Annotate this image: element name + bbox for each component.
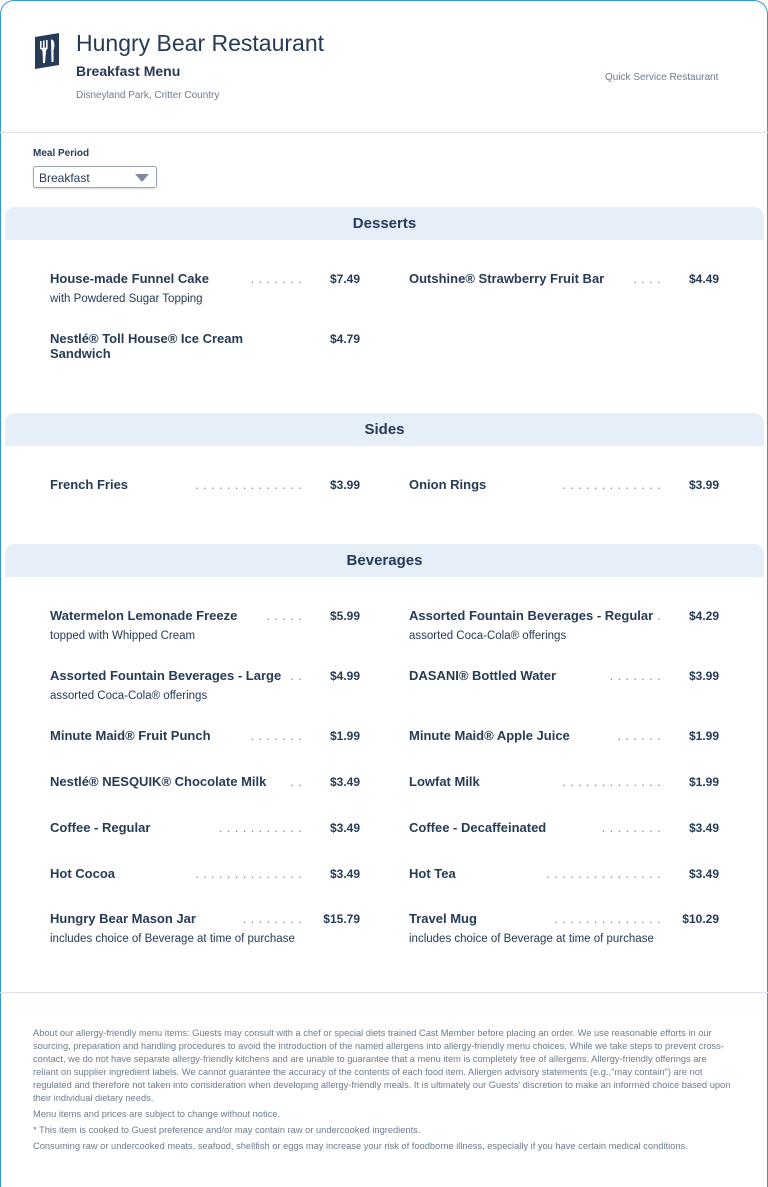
item-name: Hungry Bear Mason Jar [50,911,196,926]
item-price: $1.99 [688,729,719,743]
cooked-note: * This item is cooked to Guest preference and/or may contain raw or undercooked ingredients. [33,1125,421,1135]
item-price: $10.29 [682,912,719,926]
fork-knife-icon [33,33,61,69]
item-price: $3.49 [329,821,360,835]
restaurant-location: Disneyland Park, Critter Country [76,90,220,101]
item-price: $3.49 [329,867,360,881]
menu-item [50,331,360,361]
footer-divider [0,992,768,993]
dot-leader: ............... [546,866,665,881]
item-description: includes choice of Beverage at time of purchase [50,933,295,945]
item-price: $4.79 [329,332,360,346]
item-name: Nestlé® Toll House® Ice Cream Sandwich [50,331,244,361]
dot-leader: . [657,608,665,623]
dot-leader: ...... [617,728,665,743]
dot-leader: .............. [195,477,306,492]
raw-food-warning: Consuming raw or undercooked meats, seafood, shellfish or eggs may increase your risk of foodborne illness, especially if you have certain medical conditions. [33,1141,688,1151]
menu-item [409,774,719,792]
dot-leader: ............. [562,774,665,789]
item-price: $1.99 [688,775,719,789]
dot-leader: ....... [609,668,665,683]
menu-item [50,774,360,792]
dot-leader: ........ [601,820,665,835]
menu-item [50,477,360,495]
item-price: $3.49 [688,821,719,835]
menu-item [409,728,719,746]
dot-leader: ............. [562,477,665,492]
dot-leader: ....... [250,271,306,286]
meal-period-select[interactable] [33,166,157,188]
header-divider [0,132,768,133]
meal-period-label: Meal Period [33,148,90,159]
menu-item [50,866,360,884]
dot-leader: .. [290,668,306,683]
item-price: $4.49 [688,272,719,286]
item-name: Coffee - Decaffeinated [409,820,547,835]
item-name: Assorted Fountain Beverages - Large [50,668,282,683]
item-name: Watermelon Lemonade Freeze [50,608,238,623]
item-description: assorted Coca-Cola® offerings [50,690,208,702]
menu-item [50,668,360,702]
menu-item [409,271,719,289]
menu-item [50,271,360,305]
item-name: Travel Mug [409,911,477,926]
menu-item [50,911,360,945]
section-header-sides: Sides [5,413,764,446]
item-name: Nestlé® NESQUIK® Chocolate Milk [50,774,267,789]
section-header-desserts: Desserts [5,207,764,240]
menu-item [50,728,360,746]
item-name: Outshine® Strawberry Fruit Bar [409,271,605,286]
item-price: $3.49 [688,867,719,881]
menu-item [50,820,360,838]
item-price: $3.49 [329,775,360,789]
item-name: Hot Tea [409,866,456,881]
item-price: $3.99 [688,478,719,492]
item-price: $5.99 [329,609,360,623]
menu-item [409,477,719,495]
item-price: $4.29 [688,609,719,623]
item-description: topped with Whipped Cream [50,630,196,642]
item-name: Assorted Fountain Beverages - Regular [409,608,654,623]
item-name: Minute Maid® Fruit Punch [50,728,211,743]
dot-leader: .... [633,271,665,286]
price-change-notice: Menu items and prices are subject to change without notice. [33,1109,281,1119]
item-price: $15.79 [323,912,360,926]
item-price: $3.99 [688,669,719,683]
section-header-beverages: Beverages [5,544,764,577]
menu-item [409,911,719,945]
item-name: Onion Rings [409,477,487,492]
chevron-down-icon [135,174,149,182]
item-name: French Fries [50,477,129,492]
meal-period-value: Breakfast [39,171,90,185]
menu-item [409,608,719,642]
item-price: $1.99 [329,729,360,743]
menu-subtitle: Breakfast Menu [76,63,181,79]
allergy-notice: About our allergy-friendly menu items: Guests may consult with a chef or special diets trained Cast Member before placing an order. We use reasonable efforts in our sourcing, preparation and handling procedures to avoid the introduction of the named allergens into allergy-friendly menu choices. While we take steps to prevent cross-contact, we do not have separate allergy-friendly kitchens and are unable to guarantee that a menu item is completely free of allergens. Allergy-friendly offerings are reliant on supplier ingredient labels. We cannot guarantee the accuracy of the contents of each food item. Allergen advisory statements (e.g.,"may contain") are not regulated and therefore not taken into consideration when developing allergy-friendly meals. It is ultimately our Guests' discretion to make an informed choice based upon their individual dietary needs. [33,1028,731,1103]
item-description: includes choice of Beverage at time of purchase [409,933,654,945]
footer-disclaimer [33,1027,733,1156]
dot-leader: .............. [195,866,306,881]
item-name: Minute Maid® Apple Juice [409,728,570,743]
dot-leader: ........... [218,820,306,835]
item-description: with Powdered Sugar Topping [50,293,203,305]
item-price: $3.99 [329,478,360,492]
item-name: Lowfat Milk [409,774,480,789]
menu-item [409,866,719,884]
menu-item [409,820,719,838]
item-name: House-made Funnel Cake [50,271,209,286]
dot-leader: ........ [242,911,306,926]
service-type-label: Quick Service Restaurant [605,72,719,83]
dot-leader: ....... [250,728,306,743]
dot-leader: .............. [554,911,665,926]
dot-leader: .. [290,774,306,789]
restaurant-title: Hungry Bear Restaurant [76,30,325,56]
item-description: assorted Coca-Cola® offerings [409,630,567,642]
item-price: $4.99 [329,669,360,683]
item-name: DASANI® Bottled Water [409,668,557,683]
item-price: $7.49 [329,272,360,286]
menu-item [50,608,360,642]
item-name: Coffee - Regular [50,820,151,835]
menu-item [409,668,719,686]
dot-leader: ..... [266,608,306,623]
item-name: Hot Cocoa [50,866,115,881]
